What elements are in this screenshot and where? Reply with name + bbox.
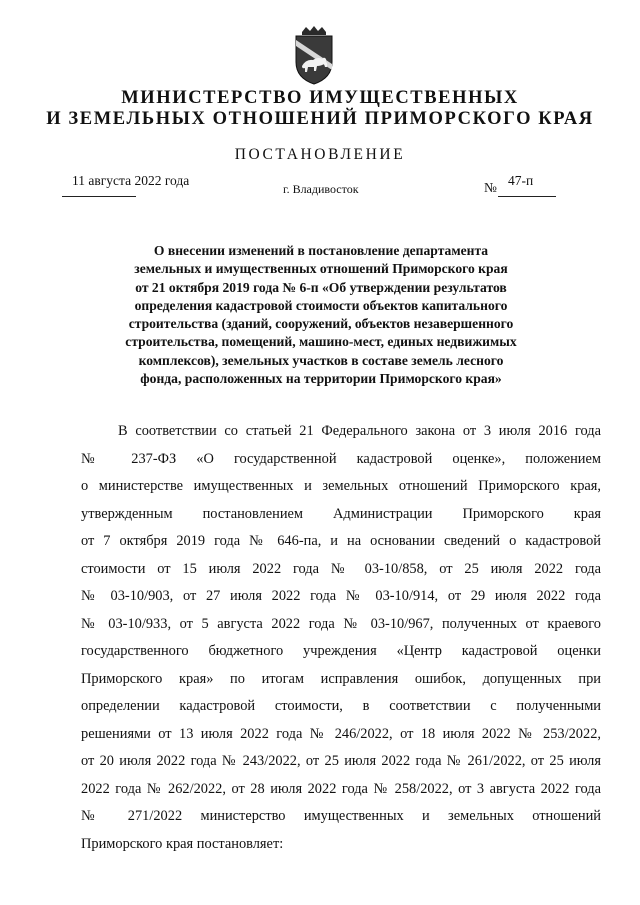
subject-line: строительства, помещений, машино-мест, единых недвижимых <box>125 334 517 350</box>
subject-line: строительства (зданий, сооружений, объектов незавершенного <box>128 316 514 332</box>
number-sign: № <box>484 180 497 195</box>
ministry-name-line-1: МИНИСТЕРСТВО ИМУЩЕСТВЕННЫХ <box>121 88 519 108</box>
body-line: № 237-ФЗ «О государственной кадастровой оценке», положением <box>81 450 601 467</box>
document-type: ПОСТАНОВЛЕНИЕ <box>234 146 406 163</box>
body-line: В соответствии со статьей 21 Федерального закона от 3 июля 2016 года <box>118 423 601 439</box>
body-line: Приморского края» по итогам исправления ошибок, допущенных при <box>81 670 601 687</box>
ministry-name-line-2: И ЗЕМЕЛЬНЫХ ОТНОШЕНИЙ ПРИМОРСКОГО КРАЯ <box>46 109 594 129</box>
subject-line: земельных и имущественных отношений Приморского края <box>134 261 508 277</box>
body-line: о министерстве имущественных и земельных отношений Приморского края, <box>81 478 601 494</box>
body-line: № 271/2022 министерство имущественных и земельных отношений <box>81 808 601 824</box>
date-underline <box>62 196 136 197</box>
document-subject <box>96 242 546 388</box>
body-line: № 03-10/903, от 27 июля 2022 года № 03-10/914, от 29 июля 2022 года <box>81 588 601 604</box>
body-paragraph <box>81 418 601 858</box>
body-line: от 20 июля 2022 года № 243/2022, от 25 июля 2022 года № 261/2022, от 25 июля <box>81 753 601 769</box>
body-line: утвержденным постановлением Администрации Приморского края <box>81 505 601 522</box>
body-line: Приморского края постановляет: <box>81 835 284 852</box>
subject-line: определения кадастровой стоимости объектов капитального <box>134 297 508 313</box>
body-line: решениями от 13 июля 2022 года № 246/2022, от 18 июля 2022 № 253/2022, <box>81 725 601 742</box>
document-date: 11 августа 2022 года <box>72 173 190 188</box>
body-line: от 7 октября 2019 года № 646-па, и на основании сведений о кадастровой <box>81 533 601 549</box>
subject-line: О внесении изменений в постановление департамента <box>153 243 489 258</box>
document-city: г. Владивосток <box>283 182 359 196</box>
document-number: 47-п <box>508 173 534 188</box>
body-line: № 03-10/933, от 5 августа 2022 года № 03-10/967, полученных от краевого <box>81 615 601 632</box>
number-underline <box>498 196 556 197</box>
body-line: стоимости от 15 июля 2022 года № 03-10/858, от 25 июля 2022 года <box>81 560 601 577</box>
primorsky-krai-coat-of-arms-icon <box>286 26 342 86</box>
body-line: государственного бюджетного учреждения «Центр кадастровой оценки <box>81 643 601 659</box>
ministry-name <box>40 88 600 130</box>
subject-line: фонда, расположенных на территории Приморского края» <box>140 371 502 387</box>
subject-line: комплексов), земельных участков в составе земель лесного <box>138 352 504 368</box>
body-line: определении кадастровой стоимости, в соответствии с полученными <box>81 698 601 714</box>
body-line: 2022 года № 262/2022, от 28 июля 2022 года № 258/2022, от 3 августа 2022 года <box>81 780 601 797</box>
subject-line: от 21 октября 2019 года № 6-п «Об утверждении результатов <box>135 279 507 295</box>
